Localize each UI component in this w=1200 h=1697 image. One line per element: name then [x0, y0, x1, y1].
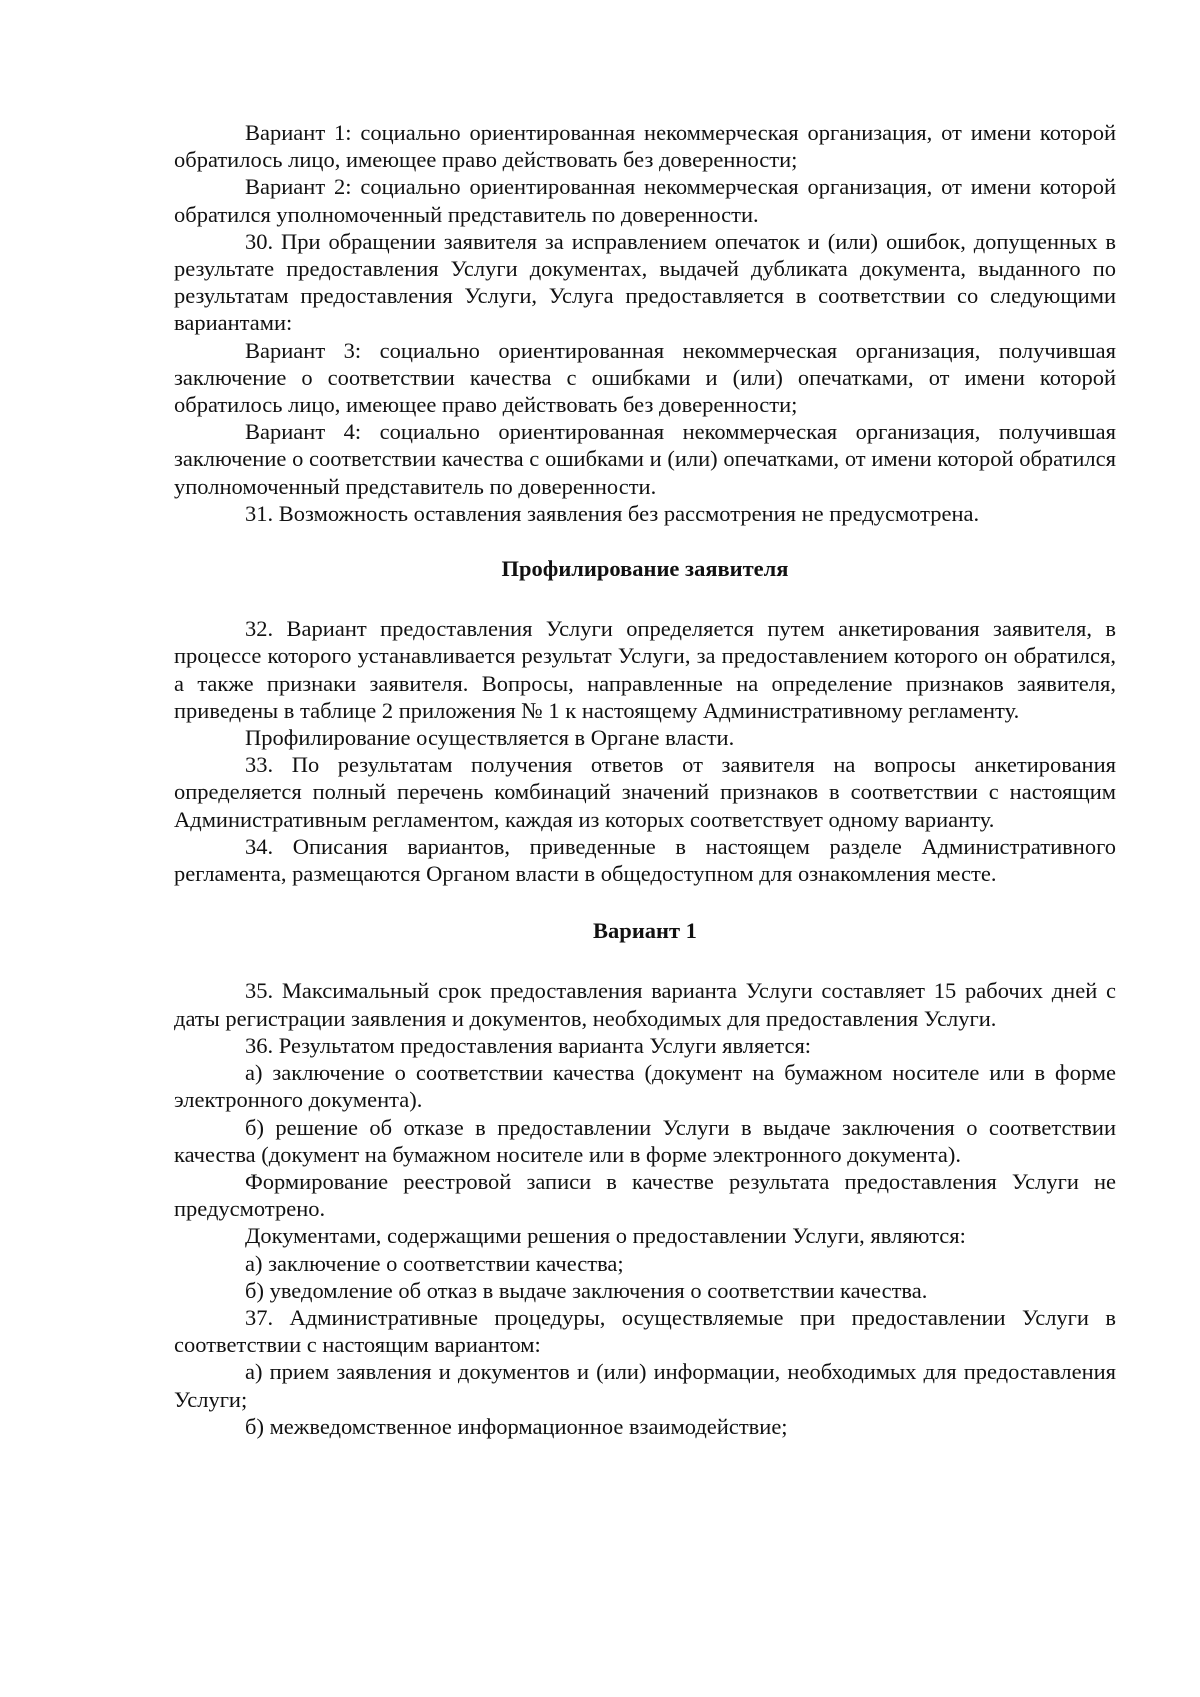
- paragraph-decision-documents: Документами, содержащими решения о предоставлении Услуги, являются:: [245, 1223, 966, 1249]
- paragraph-variant-1: Вариант 1: социально ориентированная некоммерческая организация, от имени которой обратилось лицо, имеющее право действовать без доверенности;: [174, 120, 1116, 173]
- paragraph-33: 33. По результатам получения ответов от заявителя на вопросы анкетирования определяется полный перечень комбинаций значений признаков в соответствии с настоящим Административным регламентом, каждая из которых соответствует одному варианту.: [174, 752, 1116, 832]
- paragraph-37: 37. Административные процедуры, осуществляемые при предоставлении Услуги в соответствии с настоящим вариантом:: [174, 1304, 1116, 1358]
- paragraph-31: 31. Возможность оставления заявления без рассмотрения не предусмотрена.: [245, 500, 980, 526]
- paragraph-35: 35. Максимальный срок предоставления варианта Услуги составляет 15 рабочих дней с даты регистрации заявления и документов, необходимых для предоставления Услуги.: [174, 978, 1116, 1031]
- paragraph-decision-b: б) уведомление об отказ в выдаче заключения о соответствии качества.: [245, 1277, 928, 1303]
- paragraph-decision-a: а) заключение о соответствии качества;: [245, 1250, 624, 1276]
- paragraph-37-a: а) прием заявления и документов и (или) информации, необходимых для предоставления Услуги;: [174, 1359, 1116, 1412]
- paragraph-32: 32. Вариант предоставления Услуги определяется путем анкетирования заявителя, в процессе которого устанавливается результат Услуги, за предоставлением которого он обратился, а также признаки заявителя. Вопросы, направленные на определение признаков заявителя, приведены в таблице 2 приложения № 1 к настоящему Административному регламенту.: [174, 616, 1116, 723]
- paragraph-36-b: б) решение об отказе в предоставлении Услуги в выдаче заключения о соответствии качества (документ на бумажном носителе или в форме электронного документа).: [174, 1114, 1116, 1167]
- paragraph-variant-4: Вариант 4: социально ориентированная некоммерческая организация, получившая заключение о соответствии качества с ошибками и (или) опечатками, от имени которой обратился уполномоченный представитель по доверенности.: [174, 419, 1116, 499]
- paragraph-variant-3: Вариант 3: социально ориентированная некоммерческая организация, получившая заключение о соответствии качества с ошибками и (или) опечатками, от имени которой обратилось лицо, имеющее право действовать без доверенности;: [174, 337, 1116, 418]
- document-page: [174, 119, 1116, 1440]
- paragraph-34: 34. Описания вариантов, приведенные в настоящем разделе Административного регламента, размещаются Органом власти в общедоступном для ознакомления месте.: [174, 833, 1116, 887]
- paragraph-30: 30. При обращении заявителя за исправлением опечаток и (или) ошибок, допущенных в результате предоставления Услуги документах, выдачей дубликата документа, выданного по результатам предоставления Услуги, Услуга предоставляется в соответствии со следующими вариантами:: [174, 228, 1116, 336]
- paragraph-profiling-location: Профилирование осуществляется в Органе власти.: [245, 725, 735, 751]
- section-heading-variant-1: Вариант 1: [593, 918, 697, 944]
- section-heading-profiling: Профилирование заявителя: [501, 556, 789, 582]
- paragraph-36: 36. Результатом предоставления варианта Услуги является:: [245, 1032, 812, 1058]
- paragraph-variant-2: Вариант 2: социально ориентированная некоммерческая организация, от имени которой обратился уполномоченный представитель по доверенности.: [174, 174, 1116, 227]
- paragraph-registry-record: Формирование реестровой записи в качестве результата предоставления Услуги не предусмотрено.: [174, 1168, 1116, 1222]
- paragraph-36-a: а) заключение о соответствии качества (документ на бумажном носителе или в форме электронного документа).: [174, 1060, 1116, 1113]
- paragraph-37-b: б) межведомственное информационное взаимодействие;: [245, 1413, 788, 1439]
